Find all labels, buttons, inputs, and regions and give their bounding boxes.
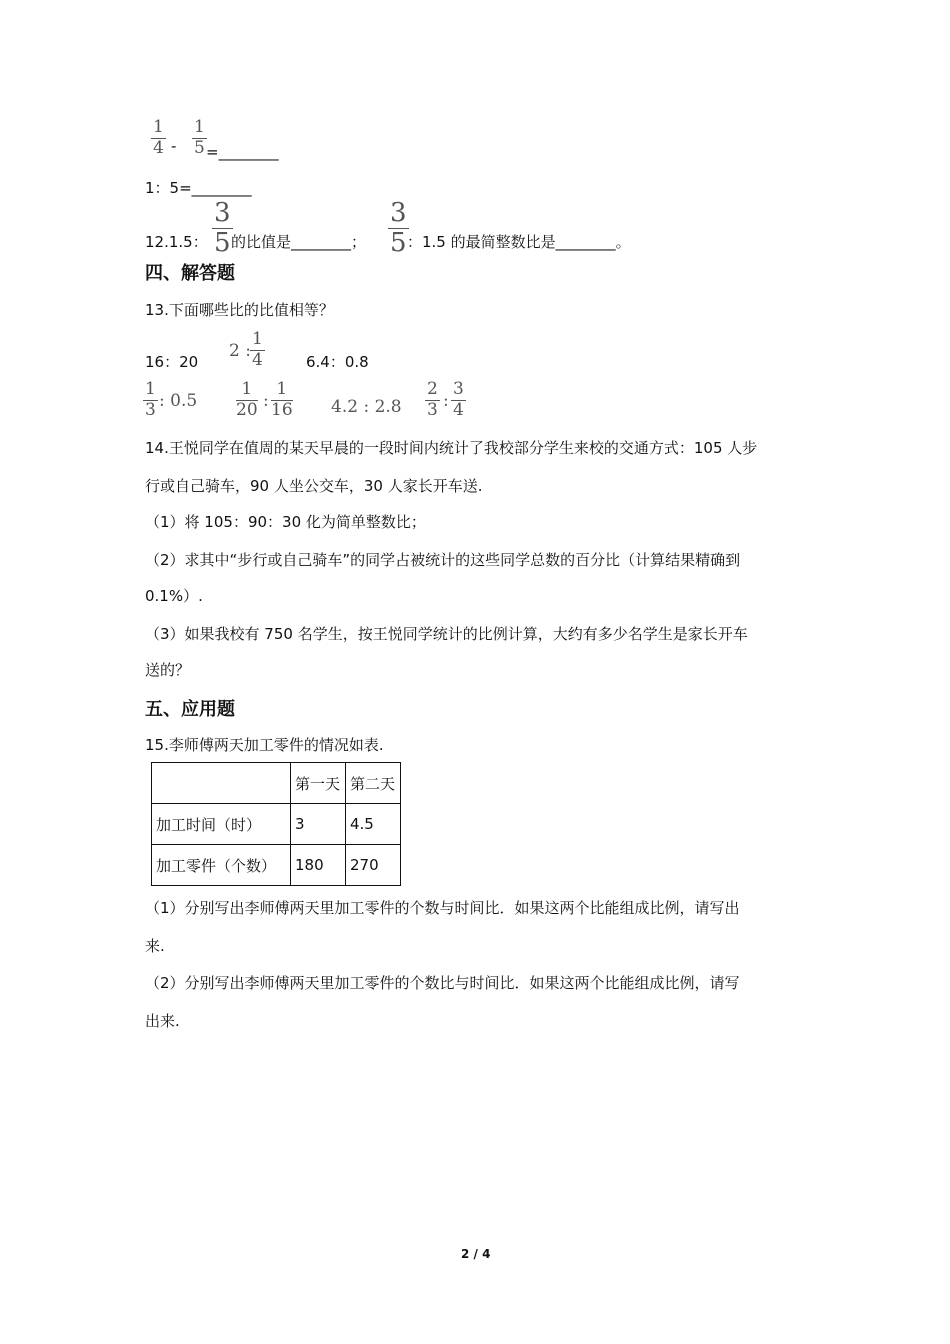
table-cell: 180: [291, 845, 346, 886]
q14-line-1: 14.王悦同学在值周的某天早晨的一段时间内统计了我校部分学生来校的交通方式：105 人步: [145, 439, 758, 457]
q12-fraction-2: [388, 200, 409, 256]
page-number: 2 / 4: [461, 1247, 491, 1261]
q13-ratio-2-left: 2 :: [229, 341, 251, 361]
q15-part-2-line-1: （2）分别写出李师傅两天里加工零件的个数比与时间比．如果这两个比能组成比例，请写: [145, 974, 740, 992]
section-5-title: 五、应用题: [145, 699, 235, 720]
fraction-one-fifth: [192, 119, 207, 157]
denominator: 5: [390, 228, 407, 258]
ratio-question-line[interactable]: 1：5=________: [145, 179, 252, 197]
numerator: 1: [252, 329, 263, 349]
numerator: 3: [453, 379, 464, 399]
q12-prefix: 12.1.5：: [145, 233, 208, 251]
q15-part-1-line-2: 来.: [145, 937, 165, 955]
q13-ratio-7-fraction-b: [451, 381, 466, 419]
section-4-title: 四、解答题: [145, 263, 235, 284]
numerator: 1: [241, 379, 253, 399]
table-cell: 3: [291, 804, 346, 845]
answer-blank-1[interactable]: =________: [206, 143, 279, 161]
numerator: 3: [390, 198, 407, 228]
table-cell: 加工零件（个数）: [152, 845, 291, 886]
denominator: 4: [252, 350, 263, 370]
numerator: 3: [214, 198, 231, 228]
table-header-cell: [152, 763, 291, 804]
denominator: 3: [427, 400, 438, 420]
denominator: 3: [145, 400, 156, 420]
table-header-cell: 第二天: [346, 763, 401, 804]
numerator: 2: [427, 379, 438, 399]
table-cell: 270: [346, 845, 401, 886]
table-header-cell: 第一天: [291, 763, 346, 804]
q14-part-2-line-1: （2）求其中“步行或自己骑车”的同学占被统计的这些同学总数的百分比（计算结果精确到: [145, 551, 741, 569]
q15-part-1-line-1: （1）分别写出李师傅两天里加工零件的个数与时间比．如果这两个比能组成比例，请写出: [145, 899, 740, 917]
q14-part-3-line-1: （3）如果我校有 750 名学生，按王悦同学统计的比例计算，大约有多少名学生是家长开车: [145, 625, 748, 643]
q14-line-2: 行或自己骑车，90 人坐公交车，30 人家长开车送.: [145, 477, 483, 495]
q15-part-2-line-2: 出来.: [145, 1012, 180, 1030]
table-row: [152, 845, 401, 886]
q13-ratio-5-colon: :: [263, 391, 269, 411]
numerator: 1: [145, 379, 156, 399]
numerator: 1: [276, 379, 288, 399]
q13-ratio-4-right: : 0.5: [159, 391, 198, 411]
processing-table: [151, 762, 401, 886]
fraction-one-quarter: [151, 119, 166, 157]
denominator: 5: [194, 138, 205, 158]
q12-mid-blank[interactable]: 的比值是________；: [231, 233, 367, 251]
q15-title: 15.李师傅两天加工零件的情况如表.: [145, 736, 384, 754]
denominator: 5: [214, 228, 231, 258]
numerator: 1: [153, 117, 164, 137]
q13-ratio-5-fraction-b: [271, 381, 293, 419]
q14-part-3-line-2: 送的？: [145, 661, 191, 679]
q13-ratio-2-fraction: [250, 331, 265, 369]
minus-sign: -: [171, 137, 177, 155]
q13-ratio-7-colon: :: [443, 391, 449, 411]
denominator: 20: [236, 400, 258, 420]
q13-ratio-6.4-0.8: 6.4：0.8: [306, 353, 369, 371]
q14-part-2-line-2: 0.1%）.: [145, 587, 203, 605]
numerator: 1: [194, 117, 205, 137]
q13-ratio-5-fraction-a: [236, 381, 258, 419]
q13-title: 13.下面哪些比的比值相等？: [145, 301, 334, 319]
table-cell: 4.5: [346, 804, 401, 845]
q12-fraction-1: [212, 200, 233, 256]
denominator: 4: [153, 138, 164, 158]
table-row: [152, 804, 401, 845]
denominator: 16: [271, 400, 293, 420]
table-header-row: [152, 763, 401, 804]
table-cell: 加工时间（时）: [152, 804, 291, 845]
q13-ratio-4.2-2.8: 4.2 : 2.8: [331, 397, 402, 417]
q14-part-1: （1）将 105：90：30 化为简单整数比；: [145, 513, 426, 531]
q13-ratio-7-fraction-a: [425, 381, 440, 419]
denominator: 4: [453, 400, 464, 420]
q13-ratio-4-fraction: [143, 381, 158, 419]
q12-suffix-blank[interactable]: ：1.5 的最简整数比是________。: [407, 233, 631, 251]
q13-ratio-16-20: 16：20: [145, 353, 199, 371]
